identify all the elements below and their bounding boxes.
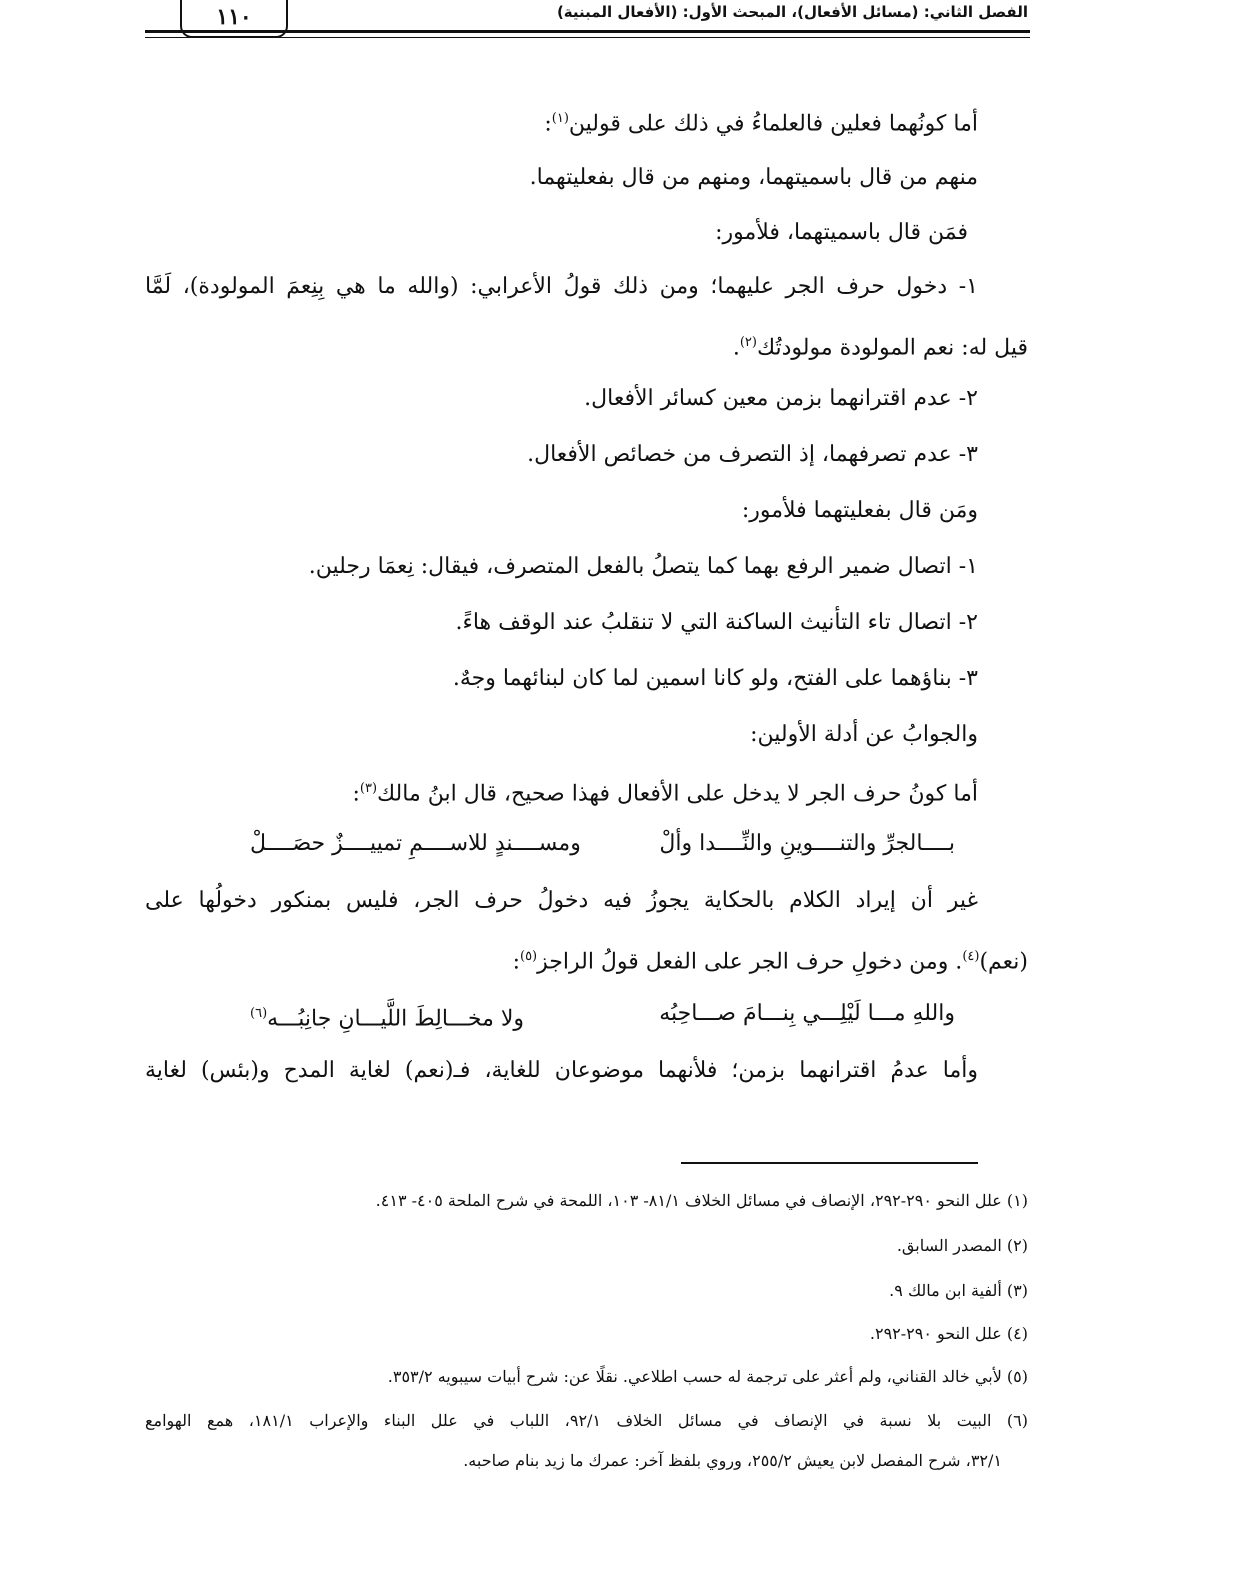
list-item: ٣- عدم تصرفهما، إذ التصرف من خصائص الأفعال. <box>527 442 978 467</box>
footnote: (٣) ألفية ابن مالك ٩. <box>889 1281 1028 1300</box>
verse-line <box>250 999 955 1034</box>
text-run: (نعم) <box>979 949 1028 975</box>
paragraph-line: فمَن قال باسميتهما، فلأمور: <box>715 220 968 245</box>
list-item: ٢- اتصال تاء التأنيث الساكنة التي لا تنقلبُ عند الوقف هاءً. <box>455 610 978 635</box>
text-run: أما كونُ حرف الجر لا يدخل على الأفعال فهذا صحيح، قال ابنُ مالك <box>377 781 978 807</box>
text-run: . <box>732 335 740 361</box>
footnote: (٤) علل النحو ٢٩٠-٢٩٢. <box>869 1324 1028 1343</box>
text-run: أما كونُهما فعلين فالعلماءُ في ذلك على قولين <box>568 111 978 137</box>
text-run: : <box>512 949 520 975</box>
verse-line <box>250 829 955 859</box>
footnote: (١) علل النحو ٢٩٠-٢٩٢، الإنصاف في مسائل الخلاف ٨١/١- ١٠٣، اللمحة في شرح الملحة ٤٠٥- ٤١٣. <box>375 1191 1028 1210</box>
list-item: ١- اتصال ضمير الرفع بهما كما يتصلُ بالفعل المتصرف، فيقال: نِعمَا رجلين. <box>308 554 978 579</box>
paragraph-line: غير أن إيراد الكلام بالحكاية يجوزُ فيه دخولُ حرف الجر، فليس بمنكور دخولُها على <box>145 888 978 913</box>
verse-hemistich-second: ومســــندٍ للاســــمِ تمييــــزٌ حصَــــلْ <box>250 831 581 856</box>
paragraph-line: منهم من قال باسميتهما، ومنهم من قال بفعليتهما. <box>529 165 978 190</box>
footnote: (٢) المصدر السابق. <box>896 1236 1028 1255</box>
footnote-separator <box>681 1162 978 1164</box>
paragraph-line: ومَن قال بفعليتهما فلأمور: <box>741 498 978 523</box>
footnote-ref: (٦) <box>250 1006 268 1021</box>
text-run: . ومن دخولِ حرف الجر على الفعل قولُ الراجز <box>537 949 963 975</box>
text-run: : <box>544 111 552 137</box>
text-run: : <box>352 781 360 807</box>
running-header: الفصل الثاني: (مسائل الأفعال)، المبحث الأول: (الأفعال المبنية) <box>556 3 1028 21</box>
header-rule-thick <box>145 30 1030 33</box>
footnote: (٦) البيت بلا نسبة في الإنصاف في مسائل الخلاف ٩٢/١، اللباب في علل البناء والإعراب ١٨١/١، همع الهوامع <box>145 1411 1029 1430</box>
paragraph-line: ١- دخول حرف الجر عليهما؛ ومن ذلك قولُ الأعرابي: (والله ما هي بِنِعمَ المولودة)، لَمَّا <box>145 274 978 299</box>
footnote: (٥) لأبي خالد القناني، ولم أعثر على ترجمة له حسب اطلاعي. نقلًا عن: شرح أبيات سيبويه ٣٥٣/٢. <box>387 1367 1028 1386</box>
footnote-ref: (٢) <box>739 335 757 350</box>
verse-hemistich-second <box>250 999 524 1034</box>
footnote-ref: (٤) <box>962 949 980 964</box>
footnote-continuation: ٣٢/١، شرح المفصل لابن يعيش ٢٥٥/٢، وروي بلفظ آخر: عمرك ما زيد بنام صاحبه. <box>463 1451 1002 1470</box>
paragraph-line: والجوابُ عن أدلة الأولين: <box>750 722 978 747</box>
footnote-ref: (٣) <box>359 781 378 796</box>
footnote-ref: (١) <box>551 111 569 126</box>
paragraph-line: وأما عدمُ اقترانهما بزمن؛ فلأنهما موضوعان للغاية، فـ(نعم) لغاية المدح و(بئس) لغاية <box>145 1058 978 1083</box>
paragraph-line <box>513 942 1028 977</box>
page-number: ١١٠ <box>180 0 288 38</box>
verse-hemistich-first: بــــالجرِّ والتنــــوينِ والنِّــــدا وألْ <box>659 831 955 856</box>
paragraph-line <box>352 774 978 809</box>
verse-hemistich-first: واللهِ مـــا لَيْلِـــي بِنـــامَ صـــاحِبُه <box>659 1001 955 1026</box>
header-rule-thin <box>145 37 1030 38</box>
footnote-ref: (٥) <box>519 949 538 964</box>
list-item: ٣- بناؤهما على الفتح، ولو كانا اسمين لما كان لبنائهما وجهٌ. <box>452 666 978 691</box>
paragraph-line <box>544 104 978 139</box>
text-run: ولا مخـــالِطَ اللَّيـــانِ جانِبُـــه <box>267 1006 525 1032</box>
list-item: ٢- عدم اقترانهما بزمن معين كسائر الأفعال. <box>584 386 978 411</box>
text-run: قيل له: نعم المولودة مولودتُك <box>756 335 1028 361</box>
paragraph-line <box>733 328 1028 363</box>
